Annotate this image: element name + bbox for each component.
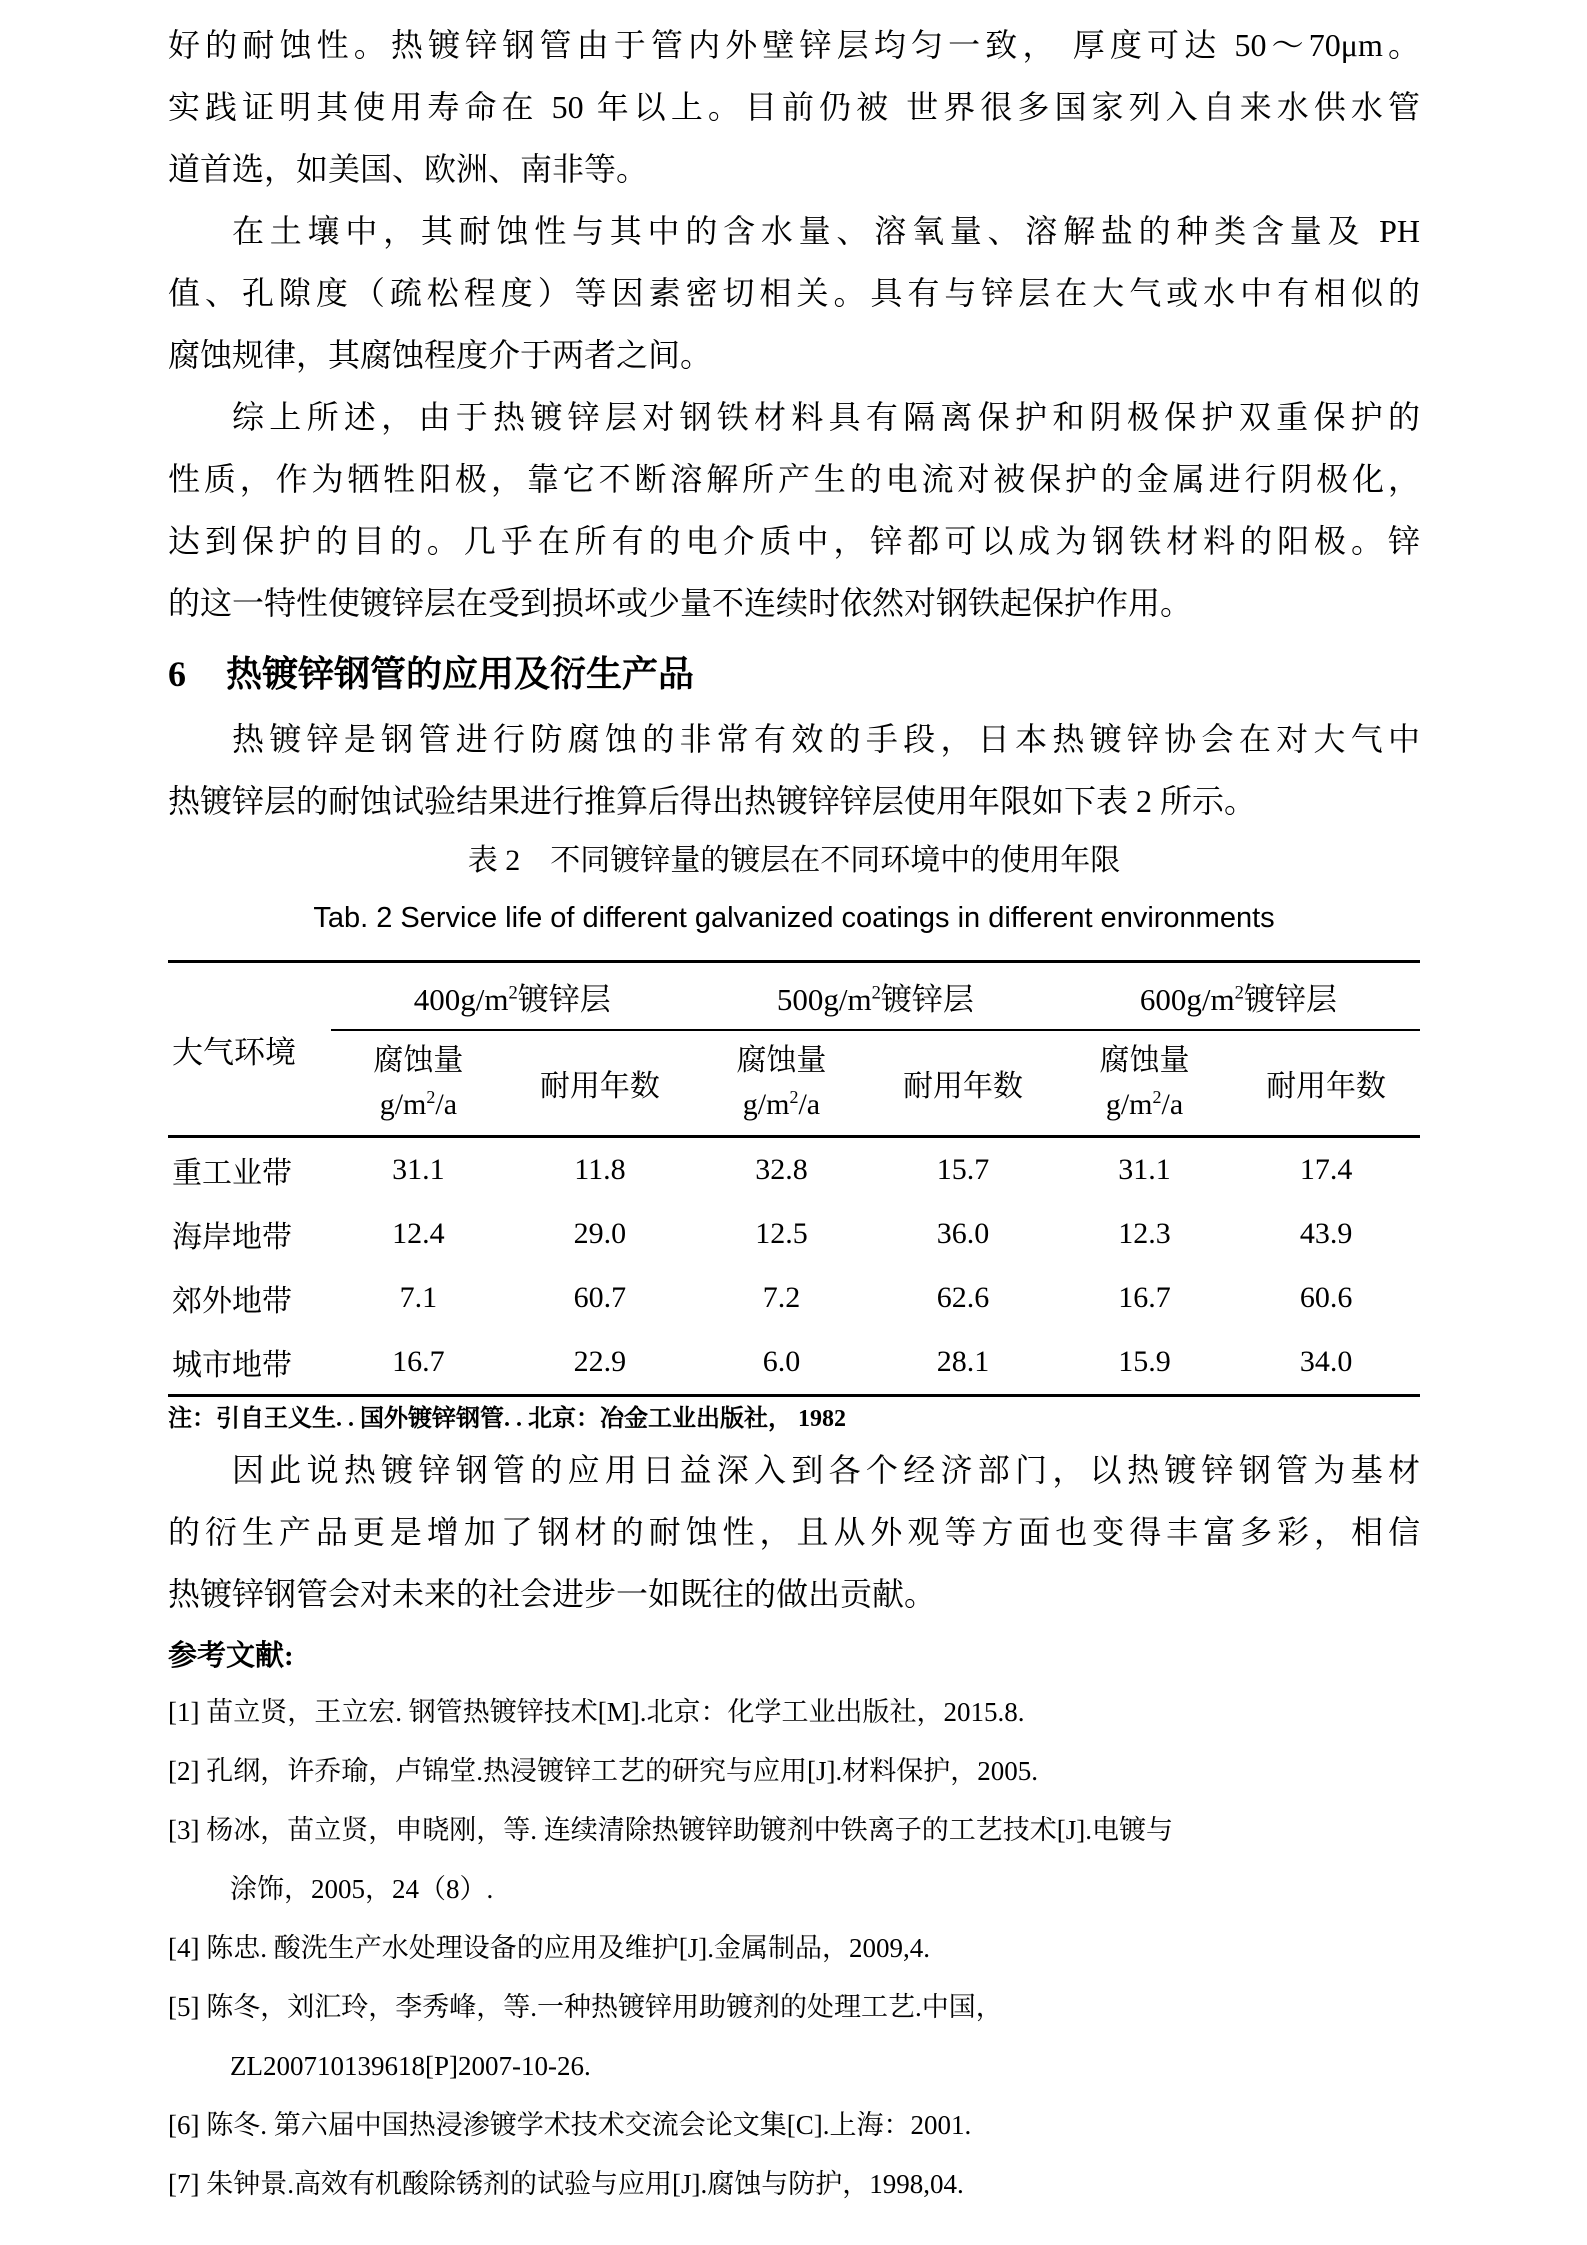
reference-item: [7] 朱钟景.高效有机酸除锈剂的试验与应用[J].腐蚀与防护，1998,04. <box>168 2169 964 2199</box>
value-cell: 43.9 <box>1299 1217 1353 1250</box>
value-cell: 16.7 <box>1118 1281 1171 1314</box>
corrosion-unit: $g/m^2/a$ <box>1105 1087 1184 1121</box>
closing-paragraph <box>168 1439 1420 1625</box>
table-corner-header: 大气环境 <box>168 962 331 1137</box>
sub-header-corrosion <box>1057 1030 1232 1137</box>
paragraph-line: 热镀锌钢管会对未来的社会进步一如既往的做出贡献。 <box>168 1576 937 1612</box>
paragraph-line: 热镀锌层的耐蚀试验结果进行推算后得出热镀锌锌层使用年限如下表 2 所示。 <box>168 783 1257 819</box>
group-label: 400g/m <box>413 981 509 1017</box>
table-row <box>168 1202 1420 1266</box>
group-label: 镀锌层 <box>880 981 974 1017</box>
sub-header-years: 耐用年数 <box>869 1030 1057 1137</box>
reference-item: [3] 杨冰，苗立贤，申晓刚，等. 连续清除热镀锌助镀剂中铁离子的工艺技术[J].电镀与 <box>168 1815 1173 1845</box>
corrosion-unit: $g/m^2/a$ <box>379 1087 458 1121</box>
section-number: 6 <box>168 654 186 694</box>
table-caption-cn: 表 2 不同镀锌量的镀层在不同环境中的使用年限 <box>467 844 1121 877</box>
references-heading: 参考文献: <box>168 1640 294 1672</box>
value-cell: 12.4 <box>392 1217 445 1250</box>
value-cell: 15.7 <box>936 1153 990 1186</box>
corrosion-label: 腐蚀量 <box>736 1044 827 1077</box>
corrosion-label: 腐蚀量 <box>1099 1044 1190 1077</box>
paragraph-line: 达到保护的目的。几乎在所有的电介质中，锌都可以成为钢铁材料的阳极。锌 <box>168 523 1420 559</box>
sub-header-corrosion <box>331 1030 506 1137</box>
section-paragraph <box>168 708 1420 832</box>
value-cell: 7.1 <box>399 1281 438 1314</box>
env-cell: 重工业带 <box>172 1157 292 1190</box>
paragraph-line: 的衍生产品更是增加了钢材的耐蚀性，且从外观等方面也变得丰富多彩，相信 <box>168 1514 1420 1550</box>
group-label: 镀锌层 <box>1243 981 1337 1017</box>
env-cell: 郊外地带 <box>172 1285 292 1318</box>
paragraph-line: 热镀锌是钢管进行防腐蚀的非常有效的手段，日本热镀锌协会在对大气中 <box>232 721 1420 757</box>
sub-header-corrosion <box>694 1030 869 1137</box>
reference-item: [6] 陈冬. 第六届中国热浸渗镀学术技术交流会论文集[C].上海：2001. <box>168 2110 972 2140</box>
group-header-400 <box>331 962 694 1031</box>
value-cell: 16.7 <box>331 1330 506 1396</box>
paragraph-line: 好的耐蚀性。热镀锌钢管由于管内外壁锌层均匀一致， 厚度可达 50～70μm。 <box>168 27 1420 63</box>
group-header-600 <box>1057 962 1420 1031</box>
value-cell: 36.0 <box>936 1217 990 1250</box>
reference-item: [4] 陈忠. 酸洗生产水处理设备的应用及维护[J].金属制品，2009,4. <box>168 1933 930 1963</box>
corrosion-label: 腐蚀量 <box>373 1044 464 1077</box>
value-cell: 12.5 <box>755 1217 808 1250</box>
service-life-table <box>168 960 1420 1397</box>
table-row <box>168 1137 1420 1203</box>
table-note: 注：引自王义生. . 国外镀锌钢管. . 北京：冶金工业出版社， 1982 <box>168 1406 846 1432</box>
value-cell: 7.2 <box>762 1281 801 1314</box>
value-cell: 32.8 <box>755 1153 808 1186</box>
references-list <box>168 1683 1420 2214</box>
group-label: 镀锌层 <box>517 981 611 1017</box>
value-cell: 28.1 <box>869 1330 1057 1396</box>
reference-item: [2] 孔纲，许乔瑜，卢锦堂.热浸镀锌工艺的研究与应用[J].材料保护，2005. <box>168 1756 1038 1786</box>
reference-item-continuation: 涂饰，2005，24（8）. <box>230 1874 494 1904</box>
value-cell: 22.9 <box>506 1330 694 1396</box>
table-sub-header-row <box>168 1030 1420 1137</box>
reference-item: [5] 陈冬，刘汇玲，李秀峰，等.一种热镀锌用助镀剂的处理工艺.中国， <box>168 1992 1003 2022</box>
table-row <box>168 1266 1420 1330</box>
intro-paragraphs <box>168 14 1420 634</box>
group-label: 600g/m <box>1139 981 1235 1017</box>
reference-item-continuation: ZL200710139618[P]2007-10-26. <box>230 2051 591 2081</box>
paragraph-line: 因此说热镀锌钢管的应用日益深入到各个经济部门，以热镀锌钢管为基材 <box>232 1452 1420 1488</box>
env-cell: 海岸地带 <box>172 1221 292 1254</box>
value-cell: 6.0 <box>694 1330 869 1396</box>
paragraph-line: 的这一特性使镀锌层在受到损坏或少量不连续时依然对钢铁起保护作用。 <box>168 585 1193 621</box>
paragraph-line: 值、孔隙度（疏松程度）等因素密切相关。具有与锌层在大气或水中有相似的 <box>168 275 1420 311</box>
paragraph-line: 实践证明其使用寿命在 50 年以上。目前仍被 世界很多国家列入自来水供水管 <box>168 89 1420 125</box>
value-cell: 17.4 <box>1299 1153 1353 1186</box>
value-cell: 31.1 <box>392 1153 445 1186</box>
value-cell: 29.0 <box>573 1217 627 1250</box>
section-heading <box>168 648 1420 700</box>
value-cell: 31.1 <box>1118 1153 1171 1186</box>
sub-header-years: 耐用年数 <box>1232 1030 1420 1137</box>
superscript: 2 <box>508 982 518 1004</box>
superscript: 2 <box>1234 982 1244 1004</box>
value-cell: 15.9 <box>1057 1330 1232 1396</box>
value-cell: 62.6 <box>936 1281 990 1314</box>
value-cell: 11.8 <box>574 1153 626 1186</box>
superscript: 2 <box>871 982 881 1004</box>
env-cell: 城市地带 <box>168 1330 331 1396</box>
section-title: 热镀锌钢管的应用及衍生产品 <box>226 654 695 694</box>
value-cell: 12.3 <box>1118 1217 1171 1250</box>
paragraph-line: 性质，作为牺牲阳极，靠它不断溶解所产生的电流对被保护的金属进行阴极化， <box>168 461 1420 497</box>
corrosion-unit: $g/m^2/a$ <box>742 1087 821 1121</box>
value-cell: 60.7 <box>573 1281 627 1314</box>
table-row <box>168 1330 1420 1396</box>
paragraph-line: 在土壤中，其耐蚀性与其中的含水量、溶氧量、溶解盐的种类含量及 PH <box>232 213 1420 249</box>
table-group-header-row <box>168 962 1420 1031</box>
table-caption-en: Tab. 2 Service life of different galvanized coatings in different environments <box>313 902 1275 934</box>
reference-item: [1] 苗立贤，王立宏. 钢管热镀锌技术[M].北京：化学工业出版社，2015.8. <box>168 1697 1025 1727</box>
paragraph-line: 综上所述，由于热镀锌层对钢铁材料具有隔离保护和阴极保护双重保护的 <box>232 399 1420 435</box>
group-header-500 <box>694 962 1057 1031</box>
value-cell: 34.0 <box>1232 1330 1420 1396</box>
group-label: 500g/m <box>776 981 872 1017</box>
paragraph-line: 道首选，如美国、欧洲、南非等。 <box>168 151 649 187</box>
value-cell: 60.6 <box>1299 1281 1353 1314</box>
paragraph-line: 腐蚀规律，其腐蚀程度介于两者之间。 <box>168 337 713 373</box>
sub-header-years: 耐用年数 <box>506 1030 694 1137</box>
